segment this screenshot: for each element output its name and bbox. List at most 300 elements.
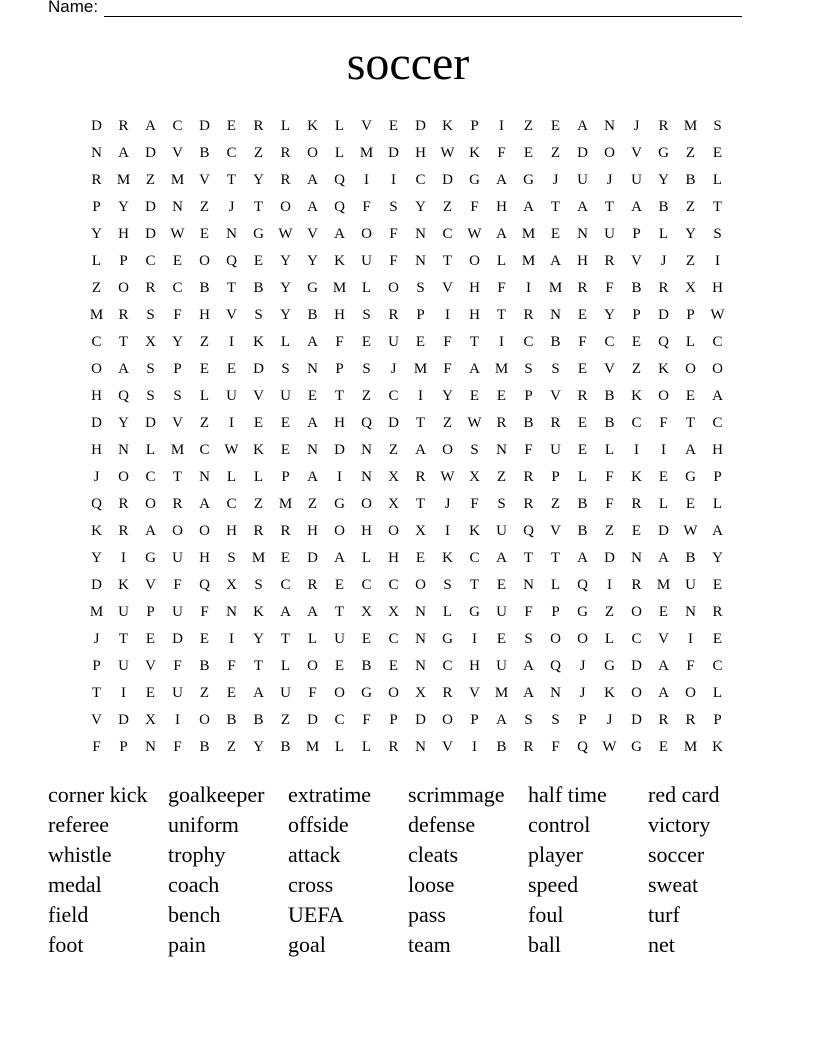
grid-letter[interactable]: K [307,118,318,134]
grid-letter[interactable]: E [253,415,264,431]
grid-letter[interactable]: H [469,280,480,296]
grid-letter[interactable]: Y [253,631,264,647]
grid-letter[interactable]: I [472,631,477,647]
grid-letter[interactable]: B [226,712,237,728]
grid-letter[interactable]: R [658,118,669,134]
grid-letter[interactable]: D [415,712,426,728]
grid-letter[interactable]: X [145,712,156,728]
grid-letter[interactable]: S [227,550,236,566]
grid-letter[interactable]: Q [577,739,588,755]
grid-letter[interactable]: O [577,631,588,647]
grid-letter[interactable]: E [199,631,210,647]
grid-letter[interactable]: R [118,523,129,539]
grid-letter[interactable]: B [604,415,615,431]
grid-letter[interactable]: E [496,631,507,647]
grid-letter[interactable]: D [118,712,129,728]
grid-letter[interactable]: X [685,280,696,296]
grid-letter[interactable]: J [552,172,559,188]
grid-letter[interactable]: S [281,361,290,377]
grid-letter[interactable]: R [145,280,156,296]
grid-letter[interactable]: M [494,685,509,701]
grid-letter[interactable]: J [228,199,235,215]
grid-letter[interactable]: N [685,604,696,620]
grid-letter[interactable]: S [443,577,452,593]
grid-letter[interactable]: Y [253,172,264,188]
grid-letter[interactable]: L [334,739,345,755]
grid-letter[interactable]: B [361,658,372,674]
grid-letter[interactable]: K [253,604,264,620]
grid-letter[interactable]: T [496,307,507,323]
grid-letter[interactable]: V [442,739,453,755]
grid-letter[interactable]: O [199,523,210,539]
grid-letter[interactable]: H [199,307,210,323]
grid-letter[interactable]: F [200,604,209,620]
grid-letter[interactable]: I [499,334,504,350]
grid-letter[interactable]: P [713,469,722,485]
grid-letter[interactable]: B [577,496,588,512]
grid-letter[interactable]: I [499,118,504,134]
grid-letter[interactable]: D [442,172,453,188]
grid-letter[interactable]: T [118,334,129,350]
grid-letter[interactable]: C [145,469,156,485]
grid-letter[interactable]: E [199,226,210,242]
grid-letter[interactable]: D [172,631,183,647]
grid-letter[interactable]: V [199,172,210,188]
grid-letter[interactable]: Q [523,523,534,539]
grid-letter[interactable]: Z [91,280,102,296]
grid-letter[interactable]: T [253,658,264,674]
grid-letter[interactable]: R [523,496,534,512]
grid-letter[interactable]: Z [199,415,210,431]
grid-letter[interactable]: I [364,172,369,188]
grid-letter[interactable]: R [91,172,102,188]
grid-letter[interactable]: F [443,361,452,377]
grid-letter[interactable]: N [415,658,426,674]
grid-letter[interactable]: O [334,523,345,539]
grid-letter[interactable]: C [145,253,156,269]
grid-letter[interactable]: K [469,523,480,539]
grid-letter[interactable]: E [577,307,588,323]
grid-letter[interactable]: E [469,388,480,404]
grid-letter[interactable]: R [415,469,426,485]
grid-letter[interactable]: G [307,280,318,296]
grid-letter[interactable]: R [118,118,129,134]
grid-letter[interactable]: M [278,496,293,512]
grid-letter[interactable]: B [550,334,561,350]
grid-letter[interactable]: O [388,523,399,539]
grid-letter[interactable]: O [388,280,399,296]
grid-letter[interactable]: S [146,307,155,323]
grid-letter[interactable]: Y [280,307,291,323]
grid-letter[interactable]: Y [91,226,102,242]
grid-letter[interactable]: P [173,361,182,377]
grid-letter[interactable]: H [307,523,318,539]
grid-letter[interactable]: R [118,307,129,323]
grid-letter[interactable]: U [388,334,399,350]
grid-letter[interactable]: E [550,118,561,134]
grid-letter[interactable]: O [415,577,426,593]
grid-letter[interactable]: F [443,334,452,350]
grid-letter[interactable]: J [606,172,613,188]
grid-letter[interactable]: Z [496,469,507,485]
grid-letter[interactable]: A [307,415,318,431]
grid-letter[interactable]: I [607,577,612,593]
grid-letter[interactable]: I [526,280,531,296]
grid-letter[interactable]: R [685,712,696,728]
grid-letter[interactable]: T [550,199,561,215]
grid-letter[interactable]: U [550,442,561,458]
grid-letter[interactable]: N [199,469,210,485]
grid-letter[interactable]: T [334,388,345,404]
grid-letter[interactable]: T [172,469,183,485]
grid-letter[interactable]: H [496,199,507,215]
grid-letter[interactable]: E [631,523,642,539]
grid-letter[interactable]: V [226,307,237,323]
grid-letter[interactable]: U [496,604,507,620]
grid-letter[interactable]: O [550,631,561,647]
grid-letter[interactable]: A [658,685,669,701]
grid-letter[interactable]: L [307,631,318,647]
grid-letter[interactable]: T [523,550,534,566]
grid-letter[interactable]: M [170,172,185,188]
grid-letter[interactable]: F [497,145,506,161]
grid-letter[interactable]: C [226,145,237,161]
grid-letter[interactable]: I [229,334,234,350]
grid-letter[interactable]: T [226,172,237,188]
grid-letter[interactable]: O [307,658,318,674]
grid-letter[interactable]: A [685,442,696,458]
grid-letter[interactable]: M [332,280,347,296]
grid-letter[interactable]: E [361,631,372,647]
grid-letter[interactable]: G [658,145,669,161]
grid-letter[interactable]: E [712,145,723,161]
grid-letter[interactable]: Q [91,496,102,512]
grid-letter[interactable]: T [415,496,426,512]
grid-letter[interactable]: L [280,118,291,134]
grid-letter[interactable]: Z [361,388,372,404]
grid-letter[interactable]: D [658,523,669,539]
grid-letter[interactable]: T [469,334,480,350]
grid-letter[interactable]: A [199,496,210,512]
grid-letter[interactable]: L [145,442,156,458]
grid-letter[interactable]: V [631,253,642,269]
grid-letter[interactable]: D [199,118,210,134]
grid-letter[interactable]: P [470,712,479,728]
grid-letter[interactable]: O [361,496,372,512]
grid-letter[interactable]: S [416,280,425,296]
grid-letter[interactable]: E [415,550,426,566]
grid-letter[interactable]: Q [334,199,345,215]
grid-letter[interactable]: H [469,307,480,323]
grid-letter[interactable]: X [415,685,426,701]
grid-letter[interactable]: R [577,280,588,296]
grid-letter[interactable]: R [712,604,723,620]
grid-letter[interactable]: E [550,226,561,242]
grid-letter[interactable]: T [280,631,291,647]
grid-letter[interactable]: M [89,307,104,323]
grid-letter[interactable]: F [524,442,533,458]
grid-letter[interactable]: Z [685,199,696,215]
grid-letter[interactable]: V [604,361,615,377]
grid-letter[interactable]: X [226,577,237,593]
grid-letter[interactable]: W [467,415,482,431]
grid-letter[interactable]: Z [523,118,534,134]
grid-letter[interactable]: M [305,739,320,755]
grid-letter[interactable]: U [172,685,183,701]
grid-letter[interactable]: M [413,361,428,377]
grid-letter[interactable]: B [604,388,615,404]
grid-letter[interactable]: J [390,361,397,377]
grid-letter[interactable]: T [712,199,723,215]
grid-letter[interactable]: W [440,469,455,485]
grid-letter[interactable]: A [118,361,129,377]
grid-letter[interactable]: V [550,523,561,539]
grid-letter[interactable]: W [224,442,239,458]
grid-letter[interactable]: A [307,604,318,620]
grid-letter[interactable]: S [146,361,155,377]
grid-letter[interactable]: J [444,496,451,512]
grid-letter[interactable]: Z [631,361,642,377]
grid-letter[interactable]: A [658,658,669,674]
grid-letter[interactable]: X [388,496,399,512]
grid-letter[interactable]: C [280,577,291,593]
grid-letter[interactable]: R [658,712,669,728]
grid-letter[interactable]: M [89,604,104,620]
grid-letter[interactable]: M [359,145,374,161]
grid-letter[interactable]: Q [226,253,237,269]
grid-letter[interactable]: C [91,334,102,350]
grid-letter[interactable]: R [118,496,129,512]
grid-letter[interactable]: F [335,334,344,350]
grid-letter[interactable]: Z [685,253,696,269]
grid-letter[interactable]: T [550,550,561,566]
grid-letter[interactable]: N [415,253,426,269]
grid-letter[interactable]: A [415,442,426,458]
grid-letter[interactable]: S [497,496,506,512]
grid-letter[interactable]: E [523,145,534,161]
grid-letter[interactable]: D [658,307,669,323]
grid-letter[interactable]: U [604,226,615,242]
grid-letter[interactable]: V [631,145,642,161]
grid-letter[interactable]: F [227,658,236,674]
grid-letter[interactable]: O [685,685,696,701]
grid-letter[interactable]: H [388,550,399,566]
grid-letter[interactable]: Z [145,172,156,188]
grid-letter[interactable]: D [145,415,156,431]
grid-letter[interactable]: H [226,523,237,539]
grid-letter[interactable]: N [307,442,318,458]
grid-letter[interactable]: R [388,739,399,755]
grid-letter[interactable]: J [579,658,586,674]
grid-letter[interactable]: E [496,388,507,404]
grid-letter[interactable]: Z [253,145,264,161]
grid-letter[interactable]: S [254,577,263,593]
grid-letter[interactable]: B [199,280,210,296]
grid-letter[interactable]: Z [442,415,453,431]
grid-letter[interactable]: Z [307,496,318,512]
grid-letter[interactable]: Z [442,199,453,215]
grid-letter[interactable]: A [280,604,291,620]
grid-letter[interactable]: S [713,118,722,134]
grid-letter[interactable]: G [685,469,696,485]
grid-letter[interactable]: N [415,631,426,647]
grid-letter[interactable]: F [497,280,506,296]
grid-letter[interactable]: Z [199,334,210,350]
grid-letter[interactable]: G [523,172,534,188]
grid-letter[interactable]: K [118,577,129,593]
grid-letter[interactable]: U [280,685,291,701]
grid-letter[interactable]: Y [280,280,291,296]
name-field[interactable] [48,0,742,17]
grid-letter[interactable]: E [415,334,426,350]
grid-letter[interactable]: F [605,469,614,485]
grid-letter[interactable]: E [712,577,723,593]
grid-letter[interactable]: U [172,550,183,566]
grid-letter[interactable]: A [307,172,318,188]
grid-letter[interactable]: P [119,253,128,269]
grid-letter[interactable]: R [523,739,534,755]
grid-letter[interactable]: A [658,550,669,566]
grid-letter[interactable]: R [631,496,642,512]
grid-letter[interactable]: V [91,712,102,728]
grid-letter[interactable]: K [91,523,102,539]
grid-letter[interactable]: A [523,199,534,215]
grid-letter[interactable]: L [604,631,615,647]
grid-letter[interactable]: O [685,361,696,377]
grid-letter[interactable]: I [661,442,666,458]
grid-letter[interactable]: H [91,442,102,458]
grid-letter[interactable]: W [602,739,617,755]
grid-letter[interactable]: R [172,496,183,512]
grid-letter[interactable]: Z [280,712,291,728]
grid-letter[interactable]: F [470,496,479,512]
grid-letter[interactable]: A [712,523,723,539]
grid-letter[interactable]: O [442,442,453,458]
grid-letter[interactable]: P [713,712,722,728]
grid-letter[interactable]: D [604,550,615,566]
grid-letter[interactable]: D [145,226,156,242]
grid-letter[interactable]: O [118,469,129,485]
grid-letter[interactable]: I [229,631,234,647]
grid-letter[interactable]: E [226,118,237,134]
grid-letter[interactable]: D [91,577,102,593]
grid-letter[interactable]: M [251,550,266,566]
grid-letter[interactable]: T [604,199,615,215]
grid-letter[interactable]: A [469,361,480,377]
grid-letter[interactable]: H [334,307,345,323]
grid-letter[interactable]: O [172,523,183,539]
grid-letter[interactable]: L [280,334,291,350]
grid-letter[interactable]: L [253,469,264,485]
grid-letter[interactable]: N [415,604,426,620]
grid-letter[interactable]: V [307,226,318,242]
grid-letter[interactable]: P [524,388,533,404]
grid-letter[interactable]: T [685,415,696,431]
grid-letter[interactable]: C [442,226,453,242]
grid-letter[interactable]: L [577,469,588,485]
grid-letter[interactable]: M [116,172,131,188]
grid-letter[interactable]: U [361,253,372,269]
grid-letter[interactable]: C [388,577,399,593]
grid-letter[interactable]: S [551,361,560,377]
grid-letter[interactable]: J [633,118,640,134]
grid-letter[interactable]: O [145,496,156,512]
grid-letter[interactable]: Z [604,523,615,539]
grid-letter[interactable]: F [173,577,182,593]
grid-letter[interactable]: D [388,415,399,431]
grid-letter[interactable]: G [631,739,642,755]
grid-letter[interactable]: B [577,523,588,539]
grid-letter[interactable]: L [280,658,291,674]
grid-letter[interactable]: A [307,334,318,350]
grid-letter[interactable]: P [146,604,155,620]
grid-letter[interactable]: I [445,523,450,539]
grid-letter[interactable]: Y [172,334,183,350]
grid-letter[interactable]: K [334,253,345,269]
grid-letter[interactable]: Q [361,415,372,431]
grid-letter[interactable]: G [604,658,615,674]
grid-letter[interactable]: H [415,145,426,161]
grid-letter[interactable]: X [415,523,426,539]
grid-letter[interactable]: E [334,577,345,593]
grid-letter[interactable]: K [658,361,669,377]
grid-letter[interactable]: C [442,658,453,674]
grid-letter[interactable]: A [253,685,264,701]
grid-letter[interactable]: Y [442,388,453,404]
grid-letter[interactable]: M [521,253,536,269]
grid-letter[interactable]: E [577,415,588,431]
grid-letter[interactable]: J [93,631,100,647]
grid-letter[interactable]: F [524,604,533,620]
grid-letter[interactable]: V [172,145,183,161]
grid-letter[interactable]: A [496,550,507,566]
grid-letter[interactable]: Y [91,550,102,566]
grid-letter[interactable]: A [496,172,507,188]
grid-letter[interactable]: L [442,604,453,620]
grid-letter[interactable]: G [334,496,345,512]
grid-letter[interactable]: U [631,172,642,188]
grid-letter[interactable]: S [146,388,155,404]
grid-letter[interactable]: H [334,415,345,431]
grid-letter[interactable]: P [335,361,344,377]
grid-letter[interactable]: C [712,658,723,674]
grid-letter[interactable]: A [577,199,588,215]
grid-letter[interactable]: R [307,577,318,593]
grid-letter[interactable]: H [712,442,723,458]
grid-letter[interactable]: U [496,523,507,539]
grid-letter[interactable]: D [307,550,318,566]
grid-letter[interactable]: V [145,658,156,674]
grid-letter[interactable]: C [172,118,183,134]
grid-letter[interactable]: R [550,415,561,431]
grid-letter[interactable]: R [280,145,291,161]
grid-letter[interactable]: F [605,496,614,512]
grid-letter[interactable]: P [470,118,479,134]
grid-letter[interactable]: H [118,226,129,242]
grid-letter[interactable]: Y [712,550,723,566]
grid-letter[interactable]: Y [118,199,129,215]
grid-letter[interactable]: G [469,172,480,188]
grid-letter[interactable]: G [469,604,480,620]
grid-letter[interactable]: N [226,604,237,620]
grid-letter[interactable]: R [523,307,534,323]
grid-letter[interactable]: C [226,496,237,512]
grid-letter[interactable]: D [91,118,102,134]
grid-letter[interactable]: Z [604,604,615,620]
grid-letter[interactable]: I [337,469,342,485]
grid-letter[interactable]: Y [415,199,426,215]
grid-letter[interactable]: J [606,712,613,728]
